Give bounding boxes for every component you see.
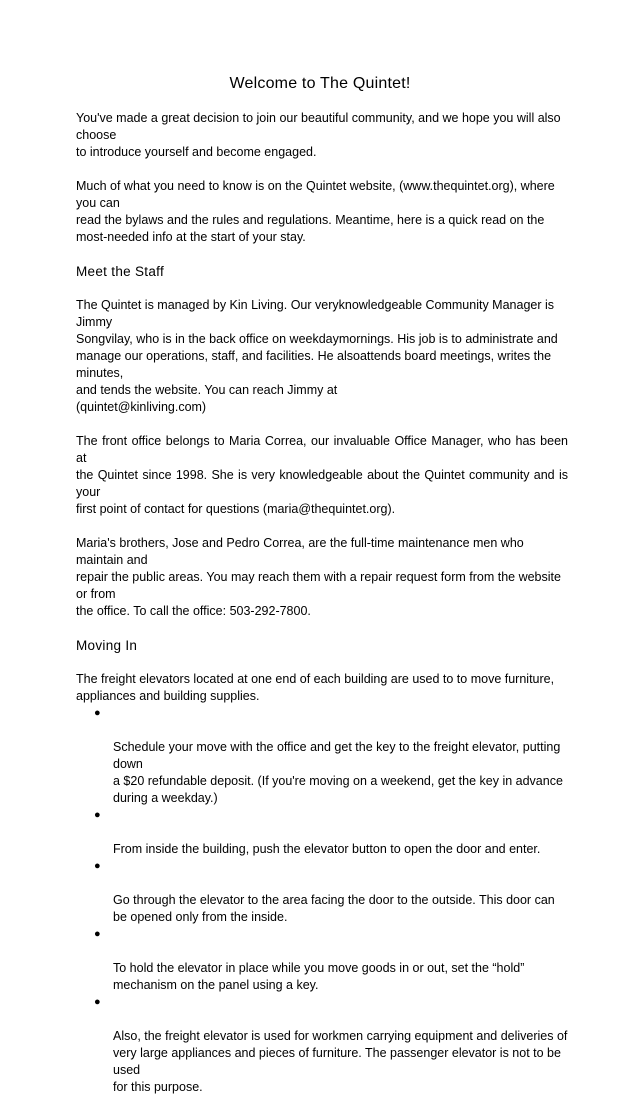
list-item-text: From inside the building, push the elevator button to open the door and enter. <box>113 842 541 856</box>
section-heading-staff: Meet the Staff <box>76 264 165 279</box>
bullet-icon: ● <box>94 860 101 872</box>
section-heading-moving: Moving In <box>76 638 138 653</box>
page-title: Welcome to The Quintet! <box>229 75 411 92</box>
list-item <box>76 858 568 926</box>
staff-paragraph: The front office belongs to Maria Correa, our invaluable Office Manager, who has been at the Quintet since 1998. She is very knowledgeable about the Quintet community and is your first point of contact for questions (maria@thequintet.org). <box>76 434 568 516</box>
list-item <box>76 705 568 807</box>
moving-intro: The freight elevators located at one end of each building are used to to move furniture, appliances and building supplies. <box>76 672 555 703</box>
bullet-icon: ● <box>94 809 101 821</box>
staff-paragraph: The Quintet is managed by Kin Living. Our veryknowledgeable Community Manager is Jimmy Songvilay, who is in the back office on weekdaymornings. His job is to administrate and manage our operations, staff, and facilities. He alsoattends board meetings, writes the minutes, and tends the website. You can reach Jimmy at (quintet@kinliving.com) <box>76 298 558 414</box>
intro-paragraph: You've made a great decision to join our beautiful community, and we hope you will also choose to introduce yourself and become engaged. <box>76 111 561 159</box>
document-body <box>76 110 568 1096</box>
list-item <box>76 926 568 994</box>
moving-checklist <box>76 705 568 1096</box>
list-item-text: Go through the elevator to the area facing the door to the outside. This door can be opened only from the inside. <box>113 893 555 924</box>
bullet-icon: ● <box>94 707 101 719</box>
bullet-icon: ● <box>94 928 101 940</box>
bullet-icon: ● <box>94 996 101 1008</box>
list-item-text: Schedule your move with the office and get the key to the freight elevator, putting down a $20 refundable deposit. (If you're moving on a weekend, get the key in advance during a weekday.) <box>113 740 563 805</box>
intro-paragraph: Much of what you need to know is on the Quintet website, (www.thequintet.org), where you can read the bylaws and the rules and regulations. Meantime, here is a quick read on the most-needed info at the start of your stay. <box>76 179 555 244</box>
list-item <box>76 807 568 858</box>
list-item <box>76 994 568 1096</box>
list-item-text: To hold the elevator in place while you move goods in or out, set the “hold” mechanism on the panel using a key. <box>113 961 525 992</box>
staff-paragraph: Maria's brothers, Jose and Pedro Correa, are the full-time maintenance men who maintain and repair the public areas. You may reach them with a repair request form from the website or from the office. To call the office: 503-292-7800. <box>76 536 561 618</box>
list-item-text: Also, the freight elevator is used for workmen carrying equipment and deliveries of very large appliances and pieces of furniture. The passenger elevator is not to be used for this purpose. <box>113 1029 568 1094</box>
